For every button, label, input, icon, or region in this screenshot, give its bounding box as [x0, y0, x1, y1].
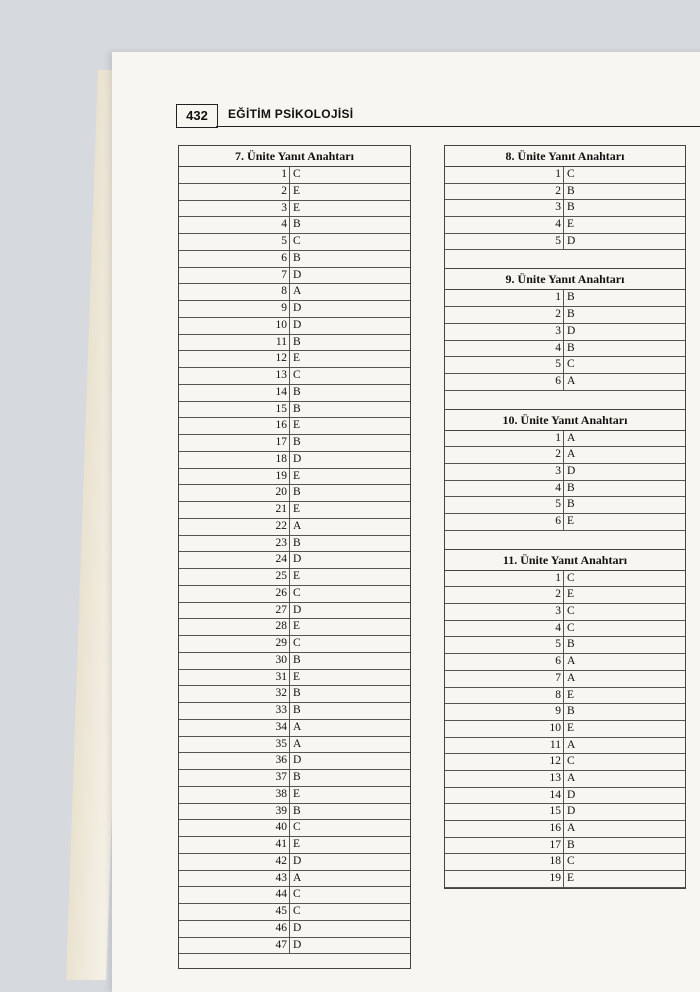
answer-letter: B	[293, 385, 301, 398]
answer-row	[179, 653, 410, 670]
answer-letter: C	[293, 586, 301, 599]
answer-letter: E	[293, 620, 301, 633]
answer-letter: D	[567, 805, 576, 818]
answer-letter: E	[293, 352, 301, 365]
page-number: 432	[176, 104, 218, 128]
question-number: 1	[445, 571, 564, 587]
answer-letter: E	[567, 872, 575, 885]
question-number: 22	[179, 519, 290, 535]
question-number: 4	[445, 341, 564, 357]
question-number: 6	[445, 654, 564, 670]
question-number: 43	[179, 871, 290, 887]
answer-letter: B	[567, 201, 575, 214]
answer-row	[445, 738, 685, 755]
blank-row	[445, 250, 685, 269]
answer-row	[179, 402, 410, 419]
question-number: 16	[179, 418, 290, 434]
answer-row	[179, 435, 410, 452]
answer-letter: A	[567, 671, 576, 684]
question-number: 2	[445, 587, 564, 603]
answer-letter: E	[293, 184, 301, 197]
section-title-unit-10: 10. Ünite Yanıt Anahtarı	[445, 410, 685, 431]
answer-row	[179, 770, 410, 787]
question-number: 15	[445, 804, 564, 820]
answer-letter: E	[293, 570, 301, 582]
answer-letter: E	[293, 503, 301, 515]
answer-letter: A	[567, 448, 576, 461]
answer-row	[445, 481, 685, 498]
answer-row	[445, 514, 685, 531]
blank-row	[445, 531, 685, 550]
answer-row	[445, 497, 685, 514]
answer-row	[445, 871, 685, 888]
answer-row	[179, 569, 410, 586]
answer-row	[445, 637, 685, 654]
answer-row	[179, 787, 410, 804]
question-number: 37	[179, 770, 290, 786]
question-number: 4	[445, 481, 564, 497]
answer-row	[445, 587, 685, 604]
question-number: 2	[445, 447, 564, 463]
answer-letter: E	[293, 469, 301, 482]
answer-row	[445, 854, 685, 871]
answer-rows-unit-8	[445, 167, 685, 250]
answer-row	[179, 318, 410, 335]
answer-letter: D	[567, 234, 576, 247]
answer-letter: D	[293, 938, 302, 951]
answer-row	[445, 721, 685, 738]
answer-row	[179, 619, 410, 636]
answer-letter: D	[293, 854, 302, 867]
question-number: 5	[445, 497, 564, 513]
answer-row	[179, 670, 410, 687]
answer-row	[179, 636, 410, 653]
answer-row	[179, 351, 410, 368]
answer-row	[179, 804, 410, 821]
answer-row	[179, 703, 410, 720]
question-number: 1	[445, 290, 564, 306]
question-number: 44	[179, 887, 290, 903]
answer-row	[179, 887, 410, 904]
answer-letter: C	[293, 821, 301, 834]
section-title-unit-8: 8. Ünite Yanıt Anahtarı	[445, 146, 685, 167]
answer-row	[445, 604, 685, 621]
answer-letter: B	[567, 308, 575, 321]
answer-letter: B	[293, 486, 301, 499]
answer-letter: B	[567, 838, 575, 851]
answer-letter: B	[293, 335, 301, 348]
question-number: 6	[445, 374, 564, 390]
answer-row	[179, 418, 410, 435]
answer-letter: A	[567, 374, 576, 387]
answer-row	[179, 335, 410, 352]
answer-letter: D	[567, 788, 576, 801]
question-number: 5	[445, 234, 564, 250]
question-number: 14	[179, 385, 290, 401]
answer-letter: A	[293, 737, 302, 750]
answer-row	[445, 671, 685, 688]
book-page	[112, 52, 700, 992]
answer-row	[179, 519, 410, 536]
answer-letter: B	[293, 436, 301, 448]
question-number: 35	[179, 737, 290, 753]
question-number: 8	[179, 284, 290, 300]
answer-row	[179, 536, 410, 553]
question-number: 5	[179, 234, 290, 250]
question-number: 10	[445, 721, 564, 737]
answer-rows-unit-10	[445, 431, 685, 531]
answer-row	[445, 200, 685, 217]
answer-letter: C	[567, 605, 575, 618]
answer-rows-unit-7	[179, 167, 410, 954]
answer-letter: E	[567, 588, 575, 601]
answer-letter: A	[567, 431, 576, 444]
answer-letter: B	[293, 704, 301, 716]
question-number: 13	[445, 771, 564, 787]
answer-letter: A	[567, 738, 576, 751]
question-number: 38	[179, 787, 290, 803]
answer-letter: D	[293, 318, 302, 331]
answer-row	[445, 217, 685, 234]
question-number: 4	[445, 621, 564, 637]
question-number: 46	[179, 921, 290, 937]
question-number: 7	[179, 268, 290, 284]
answer-letter: C	[293, 637, 301, 649]
answer-rows-unit-11	[445, 571, 685, 888]
question-number: 1	[445, 431, 564, 447]
answer-row	[179, 268, 410, 285]
answer-row	[179, 385, 410, 402]
question-number: 18	[179, 452, 290, 468]
answer-letter: B	[567, 638, 575, 651]
question-number: 34	[179, 720, 290, 736]
answer-letter: B	[567, 341, 575, 354]
question-number: 8	[445, 688, 564, 704]
answer-row	[179, 217, 410, 234]
answer-rows-unit-9	[445, 290, 685, 390]
answer-letter: B	[567, 498, 575, 511]
answer-letter: B	[567, 481, 575, 494]
question-number: 5	[445, 357, 564, 373]
answer-row	[445, 621, 685, 638]
answer-row	[445, 341, 685, 358]
question-number: 12	[179, 351, 290, 367]
answer-letter: D	[293, 452, 302, 465]
question-number: 19	[179, 469, 290, 485]
answer-row	[445, 447, 685, 464]
answer-letter: B	[293, 804, 301, 817]
answer-row	[445, 804, 685, 821]
question-number: 40	[179, 820, 290, 836]
answer-letter: E	[567, 721, 575, 734]
answer-row	[179, 720, 410, 737]
answer-row	[179, 938, 410, 955]
question-number: 33	[179, 703, 290, 719]
answer-row	[179, 921, 410, 938]
answer-letter: D	[293, 268, 302, 281]
answer-row	[445, 654, 685, 671]
answer-letter: B	[293, 402, 301, 415]
question-number: 11	[179, 335, 290, 351]
question-number: 9	[179, 301, 290, 317]
answer-letter: B	[293, 653, 301, 666]
question-number: 25	[179, 569, 290, 585]
answer-letter: A	[293, 720, 302, 733]
answer-letter: E	[567, 515, 575, 527]
question-number: 26	[179, 586, 290, 602]
answer-letter: B	[567, 291, 575, 304]
answer-row	[445, 464, 685, 481]
question-number: 19	[445, 871, 564, 887]
answer-row	[179, 502, 410, 519]
answer-row	[179, 301, 410, 318]
answer-letter: D	[293, 302, 302, 314]
answer-row	[179, 586, 410, 603]
answer-letter: B	[293, 251, 301, 264]
question-number: 2	[445, 307, 564, 323]
question-number: 39	[179, 804, 290, 820]
question-number: 4	[445, 217, 564, 233]
question-number: 3	[179, 201, 290, 217]
answer-row	[179, 686, 410, 703]
answer-row	[179, 469, 410, 486]
question-number: 41	[179, 837, 290, 853]
question-number: 18	[445, 854, 564, 870]
answer-row	[445, 704, 685, 721]
answer-row	[445, 184, 685, 201]
question-number: 27	[179, 603, 290, 619]
question-number: 17	[179, 435, 290, 451]
question-number: 23	[179, 536, 290, 552]
answer-letter: C	[293, 905, 301, 917]
question-number: 4	[179, 217, 290, 233]
question-number: 2	[445, 184, 564, 200]
answer-row	[445, 307, 685, 324]
question-number: 13	[179, 368, 290, 384]
answer-row	[445, 788, 685, 805]
section-title-unit-11: 11. Ünite Yanıt Anahtarı	[445, 550, 685, 571]
answer-row	[445, 357, 685, 374]
answer-letter: E	[567, 218, 575, 231]
answer-letter: D	[567, 464, 576, 477]
answer-row	[179, 234, 410, 251]
question-number: 2	[179, 184, 290, 200]
answer-row	[179, 871, 410, 888]
answer-letter: D	[293, 553, 302, 566]
answer-letter: A	[293, 871, 302, 884]
answer-row	[179, 368, 410, 385]
answer-letter: D	[293, 921, 302, 934]
question-number: 21	[179, 502, 290, 518]
question-number: 17	[445, 838, 564, 854]
answer-letter: C	[567, 755, 575, 768]
question-number: 11	[445, 738, 564, 754]
question-number: 12	[445, 754, 564, 770]
answer-letter: D	[567, 324, 576, 337]
question-number: 32	[179, 686, 290, 702]
answer-letter: E	[293, 838, 301, 850]
question-number: 9	[445, 704, 564, 720]
question-number: 10	[179, 318, 290, 334]
answer-letter: B	[293, 536, 301, 549]
answer-row	[445, 431, 685, 448]
question-number: 6	[179, 251, 290, 267]
answer-row	[445, 754, 685, 771]
answer-letter: E	[293, 787, 301, 800]
answer-letter: C	[293, 168, 301, 180]
answer-letter: A	[293, 519, 302, 532]
answer-row	[179, 820, 410, 837]
section-title-unit-9: 9. Ünite Yanıt Anahtarı	[445, 269, 685, 290]
answer-row	[445, 290, 685, 307]
answer-letter: D	[293, 754, 302, 767]
book-title: EĞİTİM PSİKOLOJİSİ	[228, 107, 354, 121]
answer-row	[179, 452, 410, 469]
question-number: 42	[179, 854, 290, 870]
answer-row	[179, 904, 410, 921]
answer-letter: C	[567, 571, 575, 584]
question-number: 36	[179, 753, 290, 769]
answer-row	[179, 603, 410, 620]
answer-letter: D	[293, 603, 302, 616]
answer-row	[179, 201, 410, 218]
answer-row	[179, 184, 410, 201]
question-number: 20	[179, 485, 290, 501]
question-number: 3	[445, 464, 564, 480]
answer-row	[445, 771, 685, 788]
answer-key-column-left	[178, 145, 411, 969]
answer-row	[179, 737, 410, 754]
question-number: 3	[445, 200, 564, 216]
answer-row	[179, 837, 410, 854]
answer-row	[179, 552, 410, 569]
answer-letter: C	[567, 168, 575, 180]
answer-row	[445, 821, 685, 838]
question-number: 45	[179, 904, 290, 920]
answer-row	[445, 324, 685, 341]
question-number: 5	[445, 637, 564, 653]
answer-letter: B	[293, 687, 301, 700]
answer-row	[179, 485, 410, 502]
answer-row	[445, 688, 685, 705]
answer-letter: C	[293, 888, 301, 901]
section-title-unit-7: 7. Ünite Yanıt Anahtarı	[179, 146, 410, 167]
question-number: 29	[179, 636, 290, 652]
answer-letter: C	[567, 621, 575, 634]
answer-letter: A	[567, 771, 576, 784]
question-number: 47	[179, 938, 290, 954]
answer-letter: A	[567, 822, 576, 834]
question-number: 24	[179, 552, 290, 568]
question-number: 3	[445, 324, 564, 340]
answer-row	[445, 234, 685, 251]
answer-letter: E	[567, 688, 575, 701]
question-number: 1	[179, 167, 290, 183]
answer-letter: E	[293, 419, 301, 432]
question-number: 16	[445, 821, 564, 837]
blank-row	[445, 391, 685, 410]
answer-key-column-right	[444, 145, 686, 889]
question-number: 31	[179, 670, 290, 686]
question-number: 3	[445, 604, 564, 620]
answer-letter: B	[567, 184, 575, 197]
answer-letter: A	[567, 655, 576, 668]
answer-row	[445, 167, 685, 184]
answer-row	[179, 753, 410, 770]
answer-row	[179, 167, 410, 184]
answer-letter: C	[293, 235, 301, 247]
answer-letter: C	[567, 855, 575, 868]
question-number: 6	[445, 514, 564, 530]
answer-letter: B	[567, 705, 575, 718]
question-number: 15	[179, 402, 290, 418]
header-rule	[216, 126, 700, 127]
question-number: 1	[445, 167, 564, 183]
question-number: 30	[179, 653, 290, 669]
question-number: 28	[179, 619, 290, 635]
answer-letter: E	[293, 201, 301, 214]
blank-row	[179, 954, 410, 968]
question-number: 14	[445, 788, 564, 804]
answer-row	[445, 838, 685, 855]
answer-row	[445, 374, 685, 391]
answer-letter: C	[293, 369, 301, 381]
answer-letter: B	[293, 771, 301, 783]
answer-letter: B	[293, 218, 301, 231]
answer-row	[179, 854, 410, 871]
answer-row	[179, 251, 410, 268]
answer-row	[179, 284, 410, 301]
answer-letter: E	[293, 670, 301, 683]
answer-letter: C	[567, 358, 575, 371]
answer-row	[445, 571, 685, 588]
question-number: 7	[445, 671, 564, 687]
answer-letter: A	[293, 285, 302, 298]
page-header	[176, 104, 700, 128]
